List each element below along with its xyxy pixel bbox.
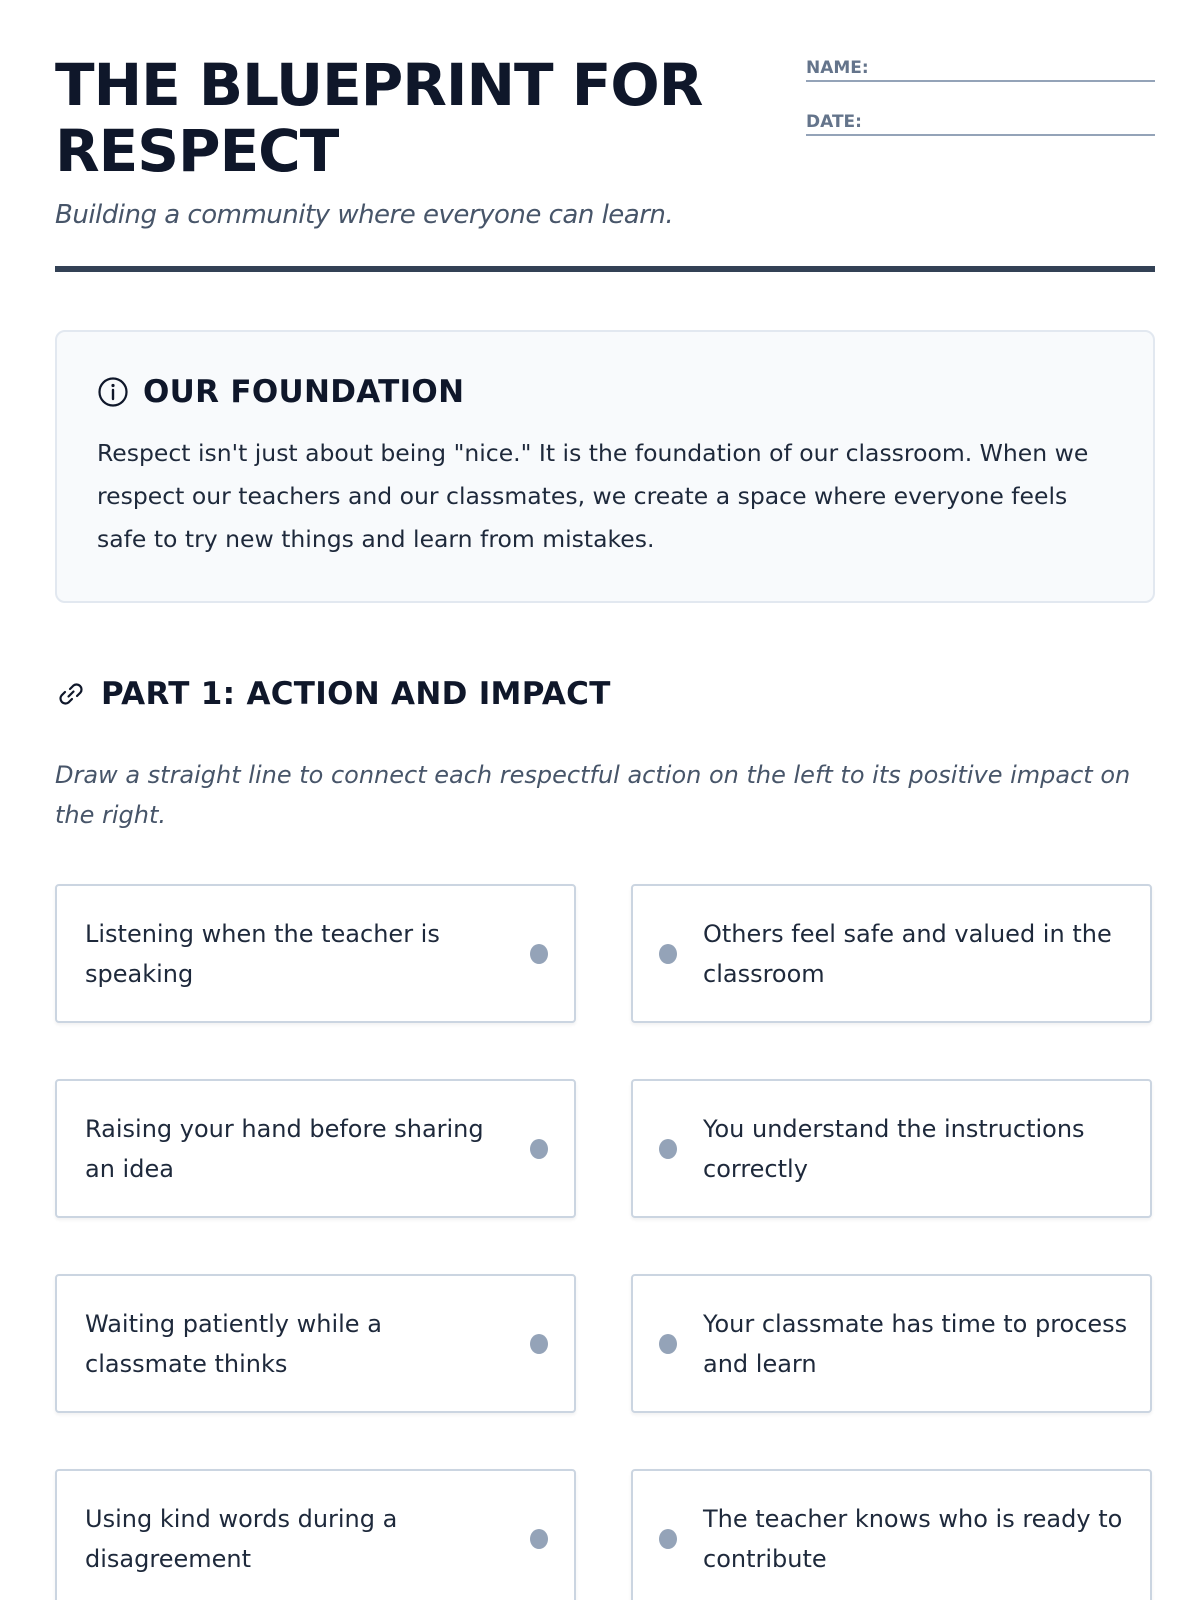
link-icon — [55, 678, 87, 710]
impact-text: Others feel safe and valued in the classroom — [703, 919, 1112, 988]
foundation-panel — [55, 330, 1155, 603]
header — [55, 52, 1155, 274]
header-divider — [55, 266, 1155, 272]
connector-dot[interactable] — [659, 1139, 677, 1159]
connector-dot[interactable] — [659, 1334, 677, 1354]
action-text: Waiting patiently while a classmate thinks — [85, 1309, 382, 1378]
action-card — [55, 1274, 576, 1413]
connector-dot[interactable] — [659, 944, 677, 964]
student-info-fields — [806, 56, 1155, 164]
connector-dot[interactable] — [530, 944, 548, 964]
worksheet-page — [55, 0, 1155, 1600]
info-icon — [97, 376, 129, 408]
action-text: Listening when the teacher is speaking — [85, 919, 440, 988]
name-label: NAME: — [806, 58, 869, 78]
name-field[interactable] — [806, 56, 1155, 82]
foundation-text: Respect isn't just about being "nice." It is the foundation of our classroom. When we respect our teachers and our classmates, we create a space where everyone feels safe to try new things and learn from mistakes. — [97, 439, 1089, 553]
date-field[interactable] — [806, 110, 1155, 136]
impact-text: You understand the instructions correctly — [703, 1114, 1085, 1183]
impact-card — [631, 884, 1152, 1023]
foundation-heading — [97, 374, 464, 410]
part1-heading — [55, 676, 611, 712]
action-text: Using kind words during a disagreement — [85, 1504, 398, 1573]
part1-instructions: Draw a straight line to connect each respectful action on the left to its positive impact on the right. — [55, 761, 1131, 829]
connector-dot[interactable] — [530, 1139, 548, 1159]
action-card — [55, 1469, 576, 1600]
connector-dot[interactable] — [530, 1529, 548, 1549]
connector-dot[interactable] — [530, 1334, 548, 1354]
action-card — [55, 1079, 576, 1218]
impact-card — [631, 1274, 1152, 1413]
connector-dot[interactable] — [659, 1529, 677, 1549]
page-subtitle: Building a community where everyone can learn. — [55, 200, 674, 230]
date-label: DATE: — [806, 112, 862, 132]
action-card — [55, 884, 576, 1023]
foundation-title: OUR FOUNDATION — [143, 374, 465, 410]
action-text: Raising your hand before sharing an idea — [85, 1114, 484, 1183]
impact-text: The teacher knows who is ready to contribute — [703, 1504, 1123, 1573]
impact-card — [631, 1469, 1152, 1600]
impact-text: Your classmate has time to process and learn — [703, 1309, 1128, 1378]
part1-title: PART 1: ACTION AND IMPACT — [101, 676, 611, 712]
page-title: THE BLUEPRINT FOR RESPECT — [55, 51, 703, 185]
impact-card — [631, 1079, 1152, 1218]
